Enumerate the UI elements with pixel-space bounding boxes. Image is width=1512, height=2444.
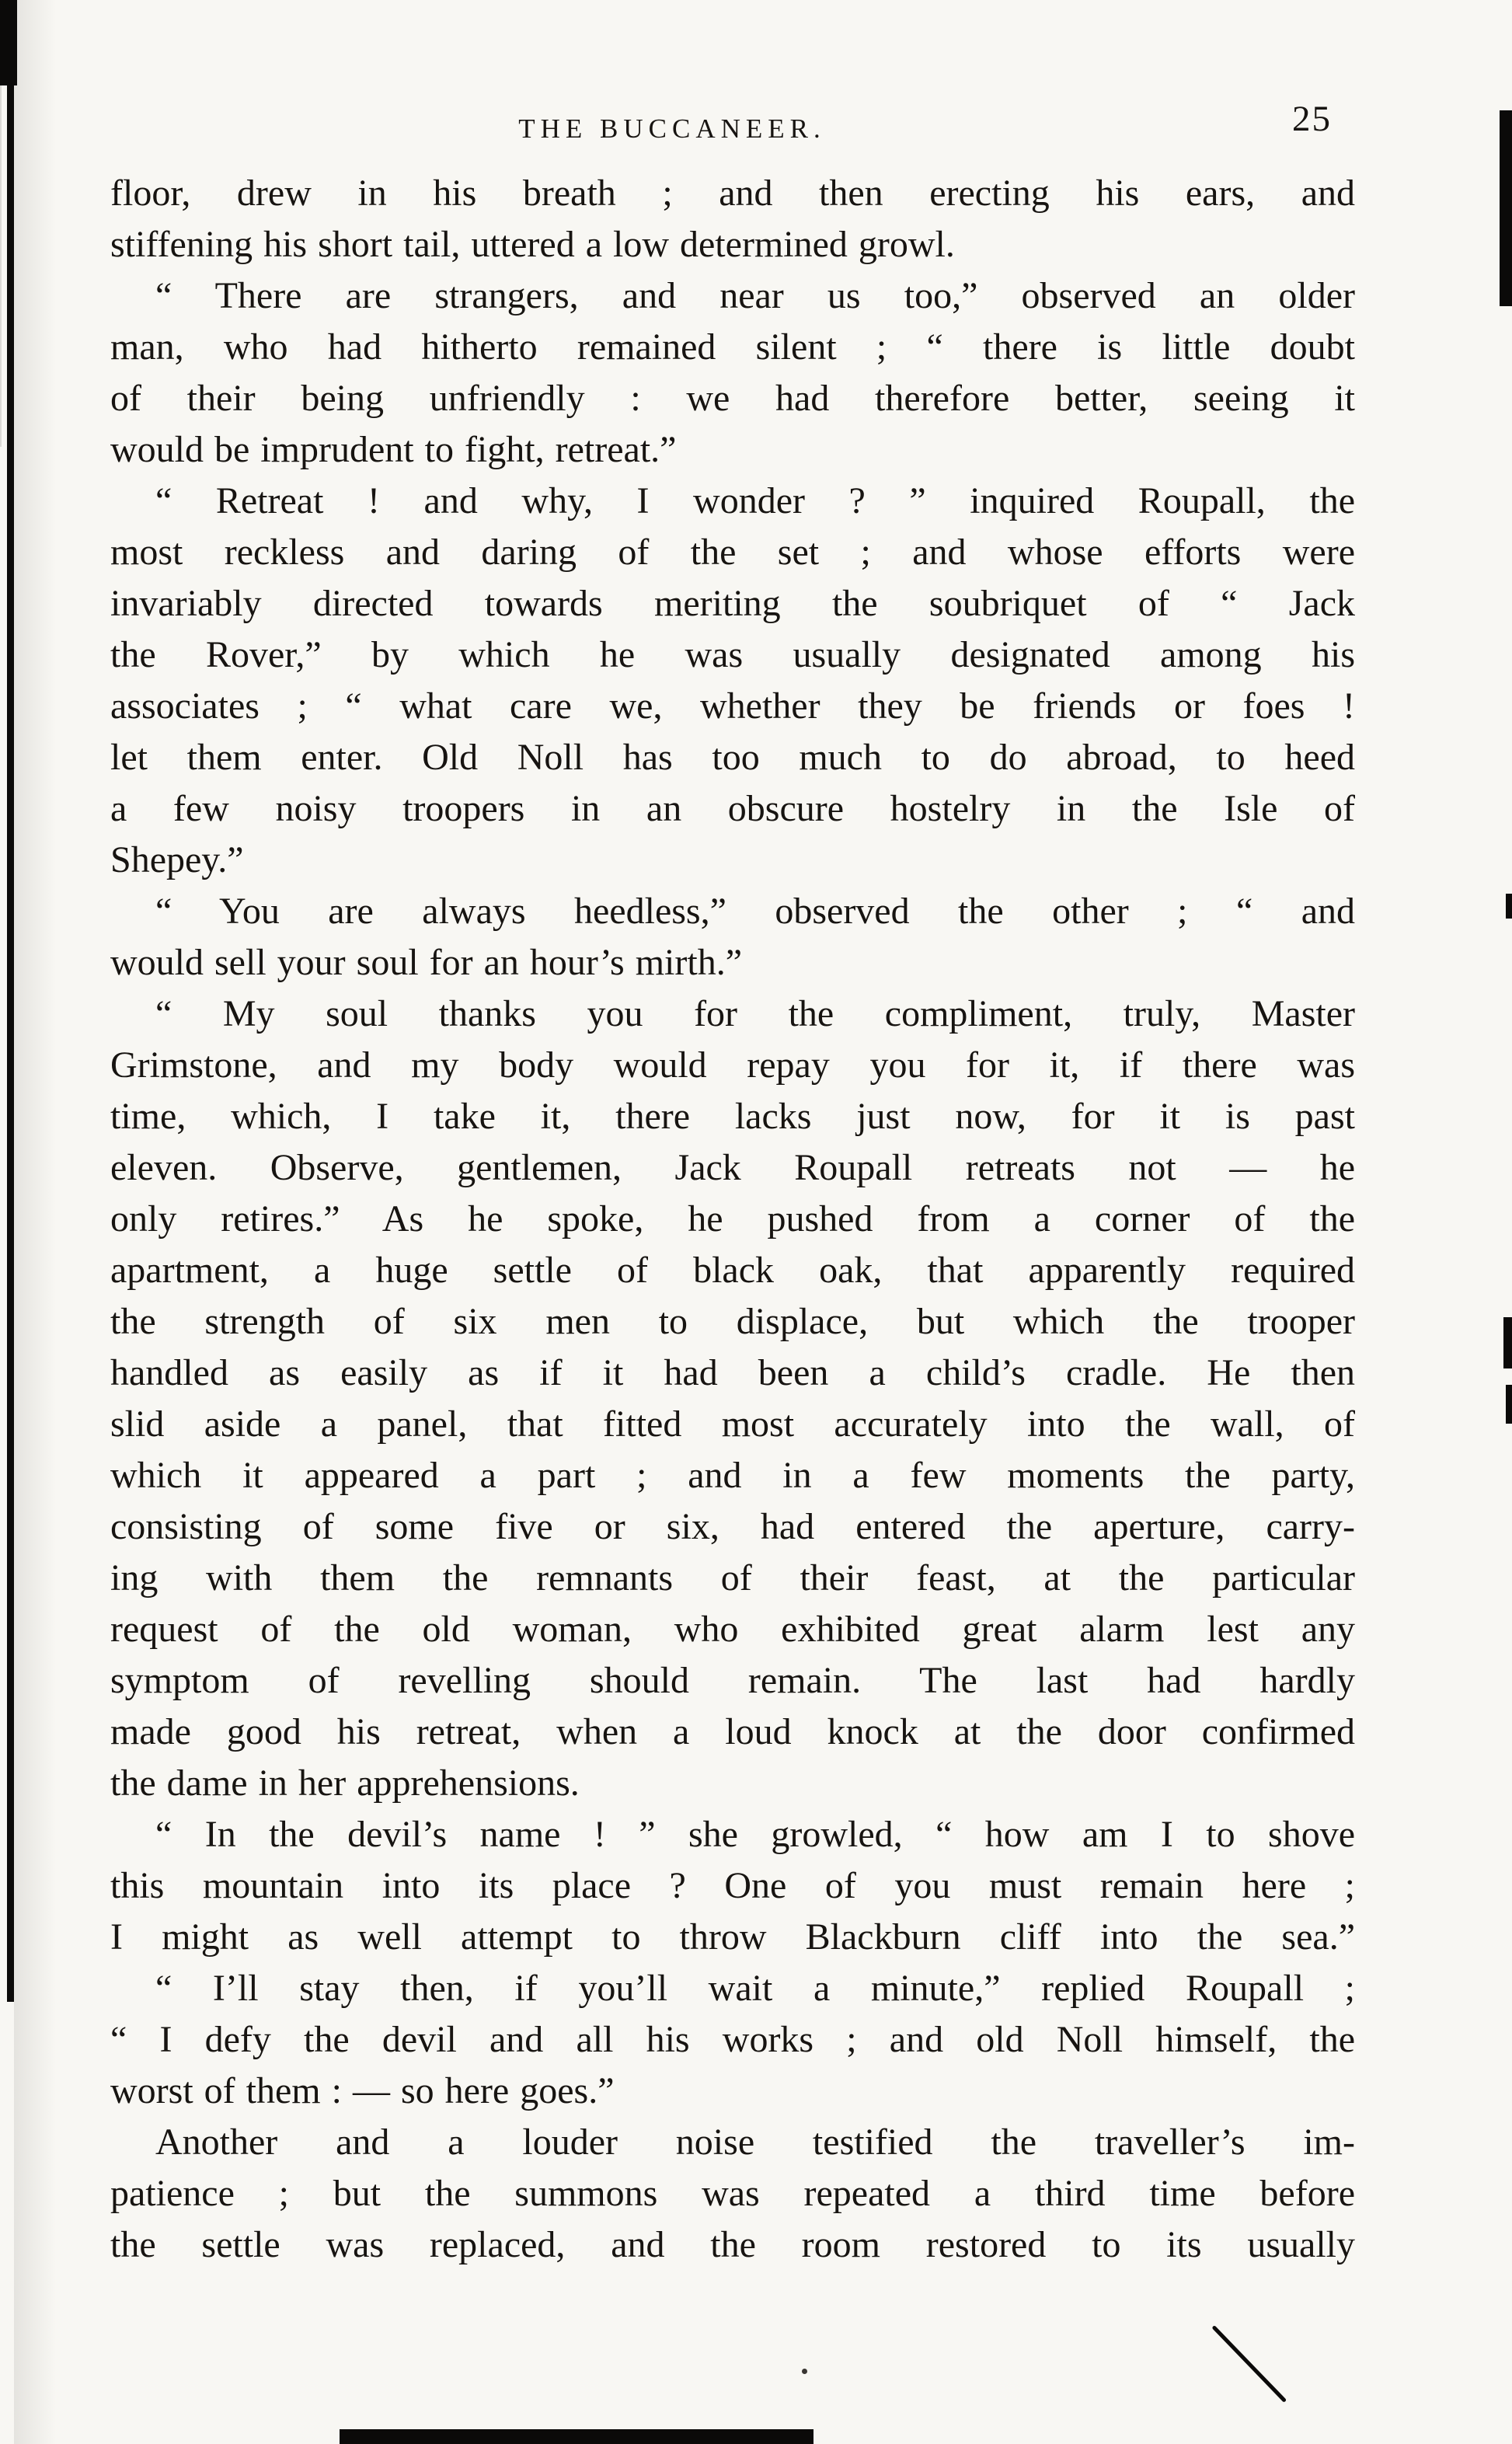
paragraph [110, 886, 1355, 988]
text-line: would sell your soul for an hour’s mirth.” [110, 942, 743, 983]
text-line: Another and a louder noise testified the traveller’s im- [155, 2122, 1355, 2163]
text-line: would be imprudent to fight, retreat.” [110, 429, 677, 470]
text-line: worst of them : — so here goes.” [110, 2070, 615, 2111]
paragraph [110, 2117, 1355, 2271]
paragraph [110, 270, 1355, 476]
text-line: “ I’ll stay then, if you’ll wait a minute,” replied Roupall ; [155, 1968, 1355, 2009]
text-line: ing with them the remnants of their feast, at the particular [110, 1557, 1355, 1599]
text-line: man, who had hitherto remained silent ; “ there is little doubt [110, 326, 1355, 368]
text-line: Shepey.” [110, 839, 244, 880]
running-head [110, 0, 1355, 167]
text-line: “ There are strangers, and near us too,” observed an older [155, 275, 1355, 316]
text-line: handled as easily as if it had been a child’s cradle. He then [110, 1352, 1355, 1393]
text-line: “ I defy the devil and all his works ; and old Noll himself, the [110, 2019, 1355, 2060]
gutter-shadow [14, 0, 56, 2444]
running-title: THE BUCCANEER. [518, 113, 826, 144]
text-line: “ My soul thanks you for the compliment, truly, Master [155, 993, 1355, 1034]
text-line: the strength of six men to displace, but which the trooper [110, 1301, 1355, 1342]
text-line: associates ; “ what care we, whether they be friends or foes ! [110, 685, 1355, 727]
text-line: most reckless and daring of the set ; and whose efforts were [110, 532, 1355, 573]
text-line: stiffening his short tail, uttered a low determined growl. [110, 224, 955, 265]
text-line: apartment, a huge settle of black oak, that apparently required [110, 1250, 1355, 1291]
text-line: a few noisy troopers in an obscure hostelry in the Isle of [110, 788, 1355, 829]
text-line: which it appeared a part ; and in a few moments the party, [110, 1455, 1355, 1496]
pen-stroke-mark [1211, 2325, 1287, 2403]
text-line: “ Retreat ! and why, I wonder ? ” inquired Roupall, the [155, 480, 1355, 521]
text-line: request of the old woman, who exhibited great alarm lest any [110, 1609, 1355, 1650]
text-line: the Rover,” by which he was usually designated among his [110, 634, 1355, 675]
text-line: let them enter. Old Noll has too much to do abroad, to heed [110, 737, 1355, 778]
text-line: made good his retreat, when a loud knock at the door confirmed [110, 1711, 1355, 1752]
text-line: I might as well attempt to throw Blackburn cliff into the sea.” [110, 1916, 1355, 1958]
ink-speck [802, 2369, 807, 2374]
body-text [110, 168, 1355, 2271]
text-line: only retires.” As he spoke, he pushed from a corner of the [110, 1198, 1355, 1239]
text-line: Grimstone, and my body would repay you for it, if there was [110, 1044, 1355, 1086]
scan-artifact-right-tick [1506, 1385, 1512, 1424]
paragraph [110, 476, 1355, 886]
page-number: 25 [1292, 99, 1332, 139]
text-line: of their being unfriendly : we had therefore better, seeing it [110, 378, 1355, 419]
text-line: the settle was replaced, and the room restored to its usually [110, 2224, 1355, 2265]
paragraph [110, 988, 1355, 1809]
text-line: floor, drew in his breath ; and then erecting his ears, and [110, 173, 1355, 214]
text-line: time, which, I take it, there lacks just now, for it is past [110, 1096, 1355, 1137]
scan-artifact-left-bar [7, 0, 14, 2002]
scan-artifact-left-bar-top [0, 0, 17, 85]
text-line: patience ; but the summons was repeated a third time before [110, 2173, 1355, 2214]
scan-artifact-right-tick [1503, 1317, 1512, 1368]
scan-artifact-right-tick [1506, 894, 1512, 919]
text-line: this mountain into its place ? One of you must remain here ; [110, 1865, 1355, 1906]
text-line: the dame in her apprehensions. [110, 1762, 580, 1804]
text-line: “ In the devil’s name ! ” she growled, “ how am I to shove [155, 1814, 1355, 1855]
paragraph [110, 168, 1355, 270]
scan-artifact-right-bar [1500, 110, 1512, 306]
text-line: invariably directed towards meriting the soubriquet of “ Jack [110, 583, 1355, 624]
scan-artifact-bottom-bar [340, 2429, 813, 2444]
text-line: “ You are always heedless,” observed the other ; “ and [155, 891, 1355, 932]
text-line: slid aside a panel, that fitted most accurately into the wall, of [110, 1403, 1355, 1445]
paragraph [110, 1963, 1355, 2117]
text-line: symptom of revelling should remain. The last had hardly [110, 1660, 1355, 1701]
paragraph [110, 1809, 1355, 1963]
text-line: consisting of some five or six, had entered the aperture, carry- [110, 1506, 1355, 1547]
text-line: eleven. Observe, gentlemen, Jack Roupall retreats not — he [110, 1147, 1355, 1188]
